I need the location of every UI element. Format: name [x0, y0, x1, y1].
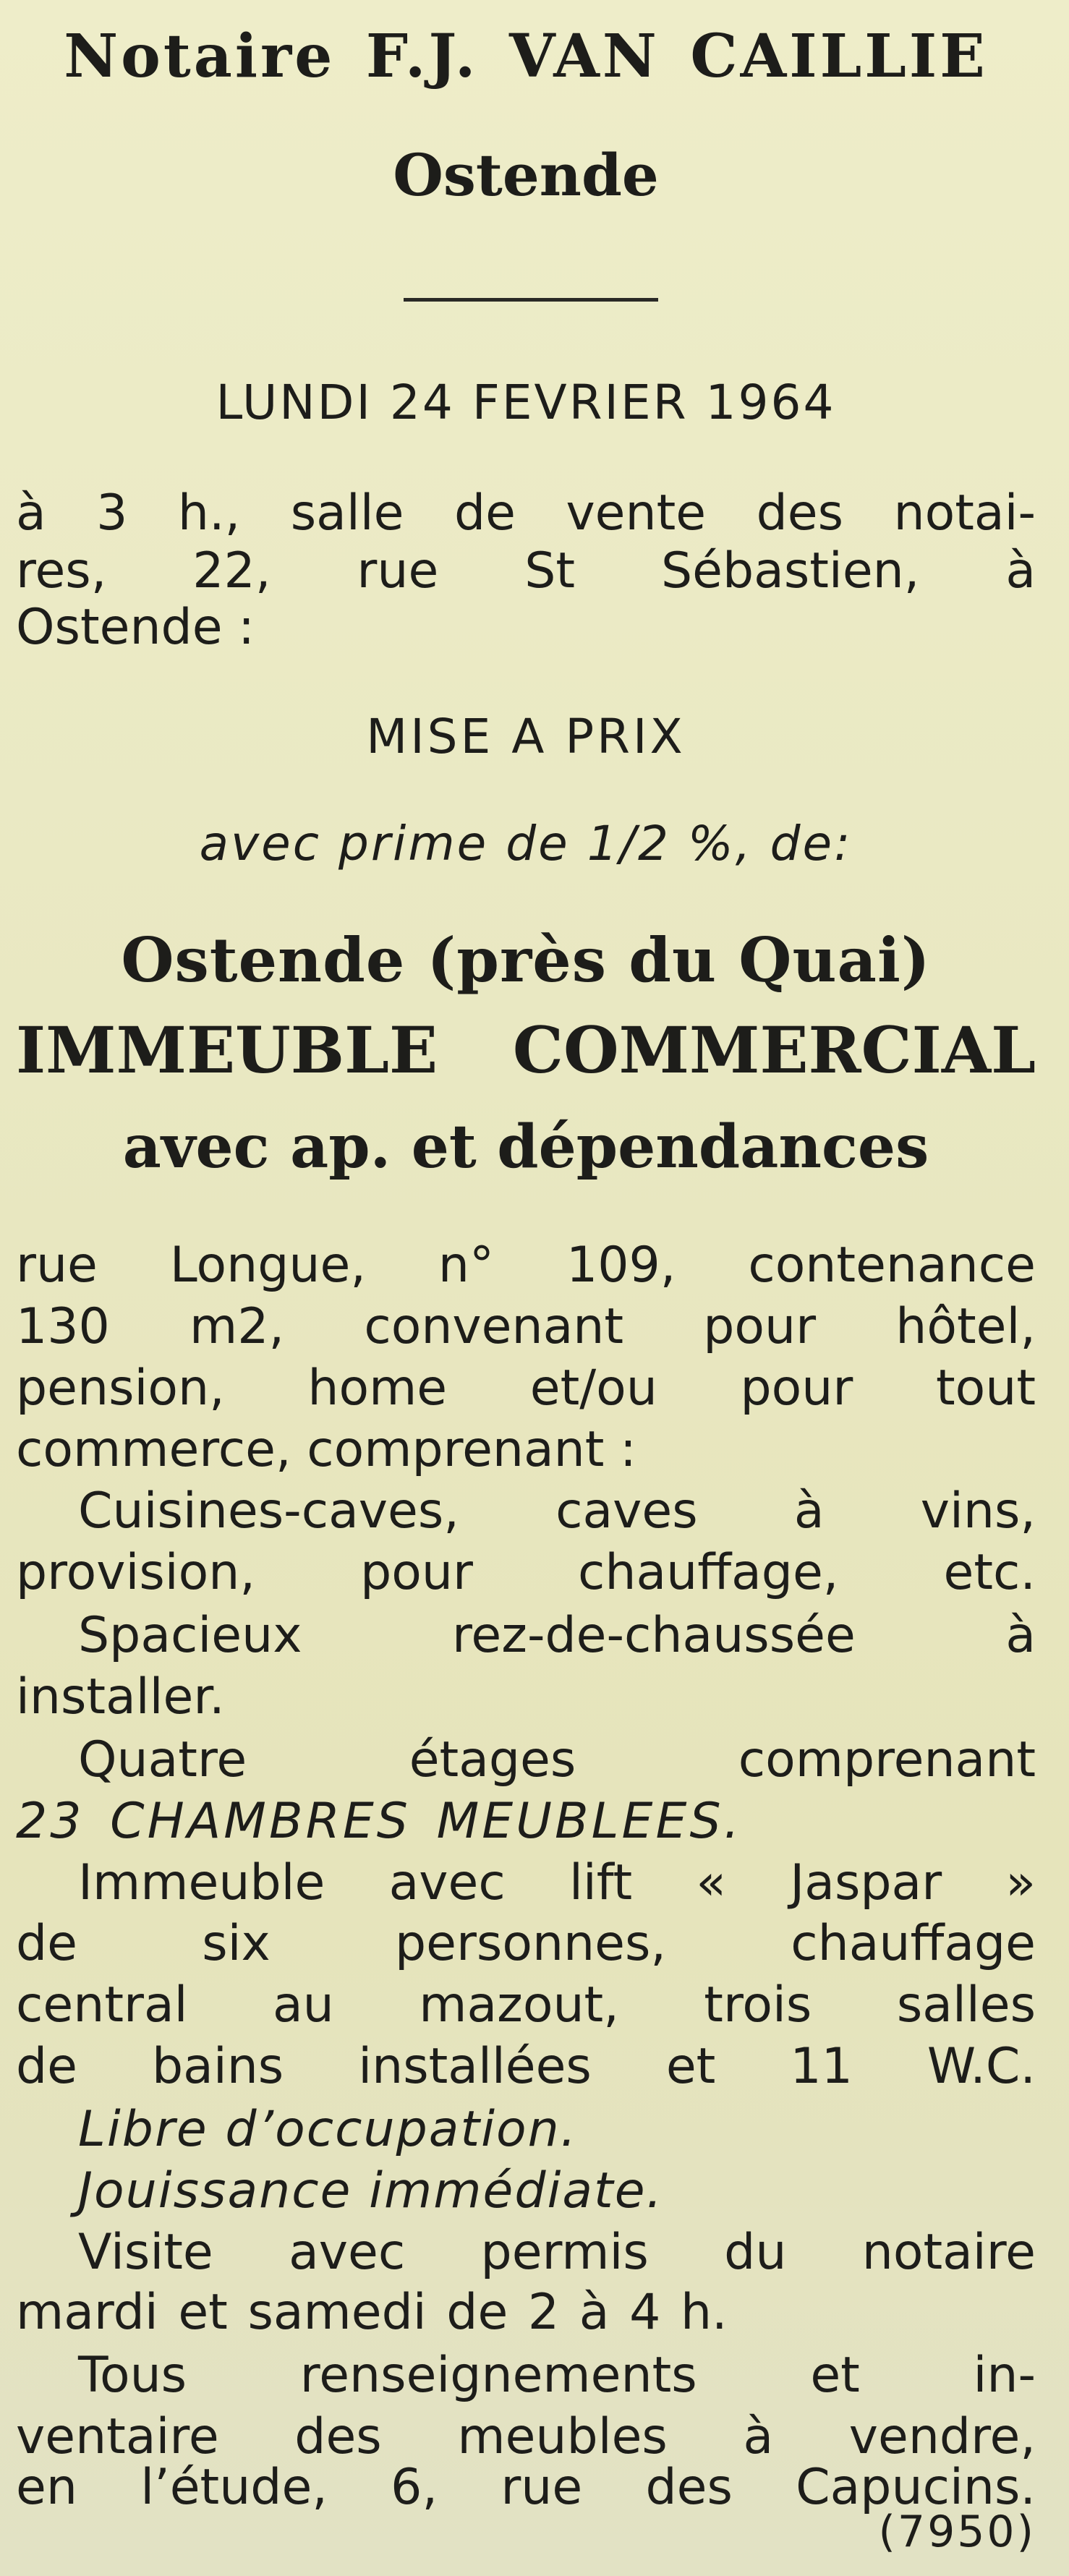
sale-location-line: res, 22, rue St Sébastien, à — [16, 542, 1036, 600]
property-description-line: Immeuble avec lift « Jaspar » — [78, 1854, 1036, 1911]
property-description-line: provision, pour chauffage, etc. — [16, 1544, 1036, 1601]
sale-location-line: Ostende : — [16, 599, 255, 656]
property-description-line: Tous renseignements et in- — [78, 2347, 1036, 2404]
sale-date: LUNDI 24 FEVRIER 1964 — [216, 375, 836, 430]
property-description-line: en l’étude, 6, rue des Capucins. — [16, 2459, 1036, 2516]
property-description-line: central au mazout, trois salles — [16, 1976, 1036, 2034]
property-description-line: Visite avec permis du notaire — [78, 2224, 1036, 2281]
property-description-line: pension, home et/ou pour tout — [16, 1360, 1036, 1417]
property-description-line: mardi et samedi de 2 à 4 h. — [16, 2284, 728, 2341]
notary-name: Notaire F.J. VAN CAILLIE — [64, 22, 988, 91]
reference-number: (7950) — [878, 2507, 1036, 2557]
property-description-line: de bains installées et 11 W.C. — [16, 2038, 1036, 2095]
mise-a-prix: MISE A PRIX — [366, 709, 686, 764]
property-description-line: installer. — [16, 1668, 225, 1726]
property-description-line: ventaire des meubles à vendre, — [16, 2408, 1036, 2465]
sale-location-line: à 3 h., salle de vente des notai- — [16, 485, 1036, 542]
property-description-line: rue Longue, n° 109, contenance — [16, 1237, 1036, 1294]
divider-rule — [404, 298, 658, 302]
prime-note: avec prime de 1/2 %, de: — [199, 816, 853, 871]
notary-city: Ostende — [393, 141, 659, 209]
property-description-line: Spacieux rez-de-chaussée à — [78, 1607, 1036, 1664]
property-description-line: 130 m2, convenant pour hôtel, — [16, 1298, 1036, 1355]
property-description-line: Jouissance immédiate. — [78, 2162, 664, 2219]
property-description-line: commerce, comprenant : — [16, 1421, 636, 1478]
property-description-line: Cuisines-caves, caves à vins, — [78, 1483, 1036, 1540]
property-headline: Ostende (près du Quai) — [121, 924, 931, 996]
property-description-line: 23 CHAMBRES MEUBLEES. — [16, 1793, 743, 1850]
property-headline: avec ap. et dépendances — [122, 1112, 929, 1182]
property-description-line: Libre d’occupation. — [78, 2101, 578, 2158]
property-description-line: de six personnes, chauffage — [16, 1915, 1036, 1972]
property-headline: IMMEUBLE COMMERCIAL — [16, 1012, 1036, 1088]
property-description-line: Quatre étages comprenant — [78, 1731, 1036, 1788]
